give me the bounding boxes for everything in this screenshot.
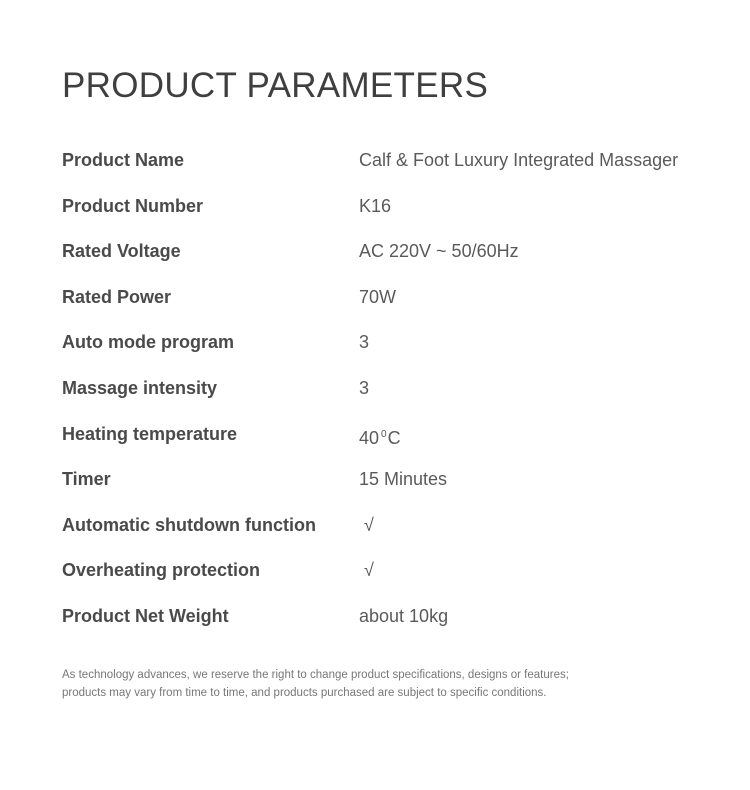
- spec-label: Rated Voltage: [62, 241, 181, 262]
- spec-label: Product Name: [62, 150, 185, 170]
- degree-superscript: 0: [381, 428, 387, 440]
- spec-label: Auto mode program: [62, 332, 235, 353]
- spec-label: Overheating protection: [62, 560, 261, 581]
- spec-row-automatic-shutdown: [62, 503, 702, 549]
- spec-table: [62, 138, 702, 640]
- spec-value-temperature: [359, 412, 401, 462]
- spec-row-net-weight: [62, 594, 702, 640]
- check-mark-icon: √: [364, 514, 374, 535]
- spec-row-auto-mode-program: [62, 320, 702, 366]
- spec-row-heating-temperature: [62, 412, 702, 458]
- temperature-unit: C: [387, 427, 401, 448]
- spec-value: 15 Minutes: [359, 469, 448, 490]
- spec-value: K16: [359, 195, 392, 216]
- spec-label: Heating temperature: [62, 423, 238, 444]
- spec-value: AC 220V ~ 50/60Hz: [359, 241, 519, 262]
- disclaimer-text: [62, 666, 702, 702]
- spec-row-massage-intensity: [62, 366, 702, 412]
- spec-row-product-name: [62, 138, 702, 184]
- spec-row-timer: [62, 457, 702, 503]
- check-mark-icon: √: [364, 560, 374, 581]
- spec-row-overheating-protection: [62, 548, 702, 594]
- disclaimer-line: products may vary from time to time, and products purchased are subject to specific conditions.: [62, 687, 547, 699]
- spec-value: 3: [359, 332, 370, 353]
- spec-label: Massage intensity: [62, 377, 218, 398]
- spec-label: Rated Power: [62, 286, 172, 307]
- page-title: PRODUCT PARAMETERS: [62, 66, 489, 105]
- spec-value: 70W: [359, 286, 397, 307]
- spec-label: Timer: [62, 469, 111, 490]
- spec-label: Product Number: [62, 195, 204, 216]
- spec-row-rated-voltage: [62, 229, 702, 275]
- spec-row-rated-power: [62, 275, 702, 321]
- temperature-number: 40: [359, 427, 380, 448]
- spec-value: about 10kg: [359, 605, 449, 626]
- spec-label: Automatic shutdown function: [62, 514, 316, 535]
- disclaimer-line: As technology advances, we reserve the right to change product specifications, designs or features;: [62, 669, 569, 681]
- spec-row-product-number: [62, 184, 702, 230]
- spec-label: Product Net Weight: [62, 605, 229, 626]
- spec-value: 3: [359, 377, 370, 398]
- spec-value: Calf & Foot Luxury Integrated Massager: [359, 150, 679, 170]
